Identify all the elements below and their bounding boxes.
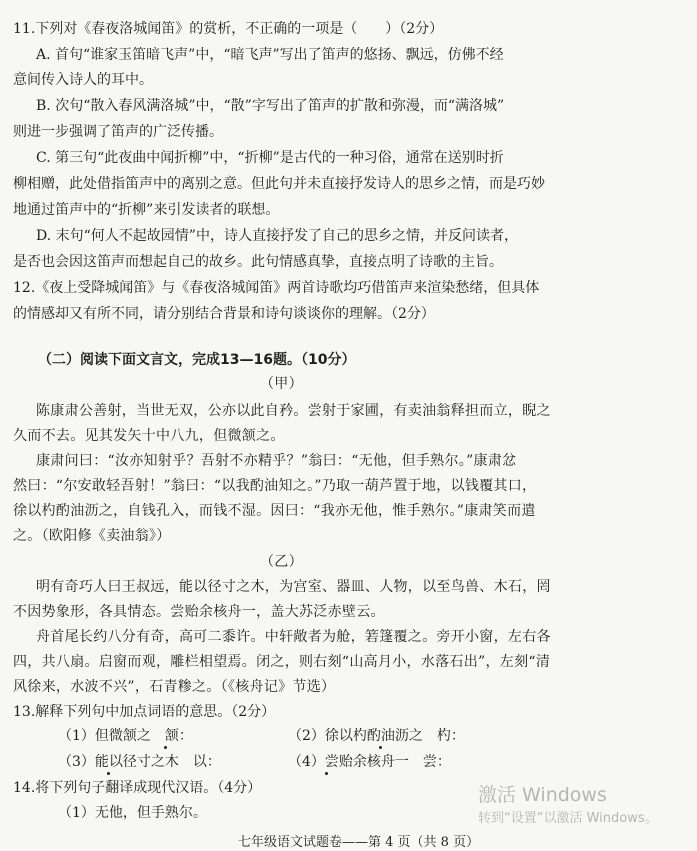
q11-stem: 11.下列对《春夜洛城闻笛》的赏析，不正确的一项是（ ）（2分）	[13, 21, 444, 37]
passage-yi-label: （乙）	[260, 554, 303, 570]
windows-watermark-title: 激活 Windows	[478, 784, 607, 806]
section-2-heading: （二）阅读下面文言文，完成13—16题。（10分）	[38, 352, 356, 368]
passage-jia-line3: 康肃问曰：“汝亦知射乎？吾射不亦精乎？”翁曰：“无他，但手熟尔。”康肃忿	[36, 453, 517, 469]
emphasis-dot	[107, 772, 110, 775]
passage-yi-line2: 不因势象形，各具情态。尝贻余核舟一，盖大苏泛赤壁云。	[13, 604, 385, 620]
emphasis-dot	[379, 746, 382, 749]
passage-jia-line6: 之。（欧阳修《卖油翁》）	[13, 528, 171, 544]
q13-item3: （3）能以径寸之木 以：	[58, 754, 221, 770]
q11-option-d-line2: 是否也会因这笛声而想起自己的故乡。此句情感真挚，直接点明了诗歌的主旨。	[13, 254, 503, 270]
passage-yi-line4: 四，共八扇。启窗而观，雕栏相望焉。闭之，则右刻“山高月小，水落石出”，左刻“清	[13, 654, 551, 670]
q11-option-a-line2: 意间传入诗人的耳中。	[13, 72, 153, 88]
q13-item1: （1）但微颔之 颔：	[58, 728, 193, 744]
emphasis-dot	[325, 772, 328, 775]
passage-yi-line1: 明有奇巧人曰王叔远，能以径寸之木，为宫室、器皿、人物，以至鸟兽、木石，罔	[36, 579, 551, 595]
q11-option-b-line2: 则进一步强调了笛声的广泛传播。	[13, 124, 223, 140]
q12-line1: 12.《夜上受降城闻笛》与《春夜洛城闻笛》两首诗歌均巧借笛声来渲染愁绪，但具体	[13, 280, 540, 296]
passage-jia-line1: 陈康肃公善射，当世无双，公亦以此自矜。尝射于家圃，有卖油翁释担而立，睨之	[36, 403, 551, 419]
q14-item1: （1）无他，但手熟尔。	[58, 805, 207, 821]
q11-option-c-line1: C. 第三句“此夜曲中闻折柳”中，“折柳”是古代的一种习俗，通常在送别时折	[36, 150, 504, 166]
emphasis-dot	[164, 746, 167, 749]
windows-watermark-subtitle: 转到“设置”以激活 Windows。	[478, 811, 658, 826]
passage-jia-label: （甲）	[260, 376, 303, 392]
q11-option-b-line1: B. 次句“散入春风满洛城”中，“散”字写出了笛声的扩散和弥漫，而“满洛城”	[36, 98, 505, 114]
passage-jia-line2: 久而不去。见其发矢十中八九，但微颔之。	[13, 428, 285, 444]
q11-option-d-line1: D. 末句“何人不起故园情”中，诗人直接抒发了自己的思乡之情，并反问读者，	[36, 228, 518, 244]
q13-item4: （4）尝贻余核舟一 尝：	[288, 754, 451, 770]
passage-yi-line5: 风徐来，水波不兴”，石青糁之。（《核舟记》节选）	[13, 679, 336, 695]
q11-option-c-line3: 地通过笛声中的“折柳”来引发读者的联想。	[13, 202, 280, 218]
passage-yi-line3: 舟首尾长约八分有奇，高可二黍许。中轩敞者为舱，箬篷覆之。旁开小窗，左右各	[36, 629, 551, 645]
q12-line2: 的情感却又有所不同，请分别结合背景和诗句谈谈你的理解。（2分）	[13, 306, 435, 322]
q14-stem: 14.将下列句子翻译成现代汉语。（4分）	[13, 780, 262, 796]
passage-jia-line4: 然曰：“尔安敢轻吾射！”翁曰：“以我酌油知之。”乃取一葫芦置于地，以钱覆其口，	[13, 478, 537, 494]
q11-option-a-line1: A. 首句“谁家玉笛暗飞声”中，“暗飞声”写出了笛声的悠扬、飘远，仿佛不经	[36, 47, 504, 63]
passage-jia-line5: 徐以杓酌油沥之，自钱孔入，而钱不湿。因曰：“我亦无他，惟手熟尔。”康肃笑而遣	[13, 503, 536, 519]
q13-item2: （2）徐以杓酌油沥之 杓：	[288, 728, 465, 744]
page-footer: 七年级语文试题卷——第 4 页（共 8 页）	[238, 835, 480, 850]
q11-option-c-line2: 柳相赠，此处借指笛声中的离别之意。但此句并未直接抒发诗人的思乡之情，而是巧妙	[13, 176, 545, 192]
q13-stem: 13.解释下列句中加点词语的意思。（2分）	[13, 704, 276, 720]
